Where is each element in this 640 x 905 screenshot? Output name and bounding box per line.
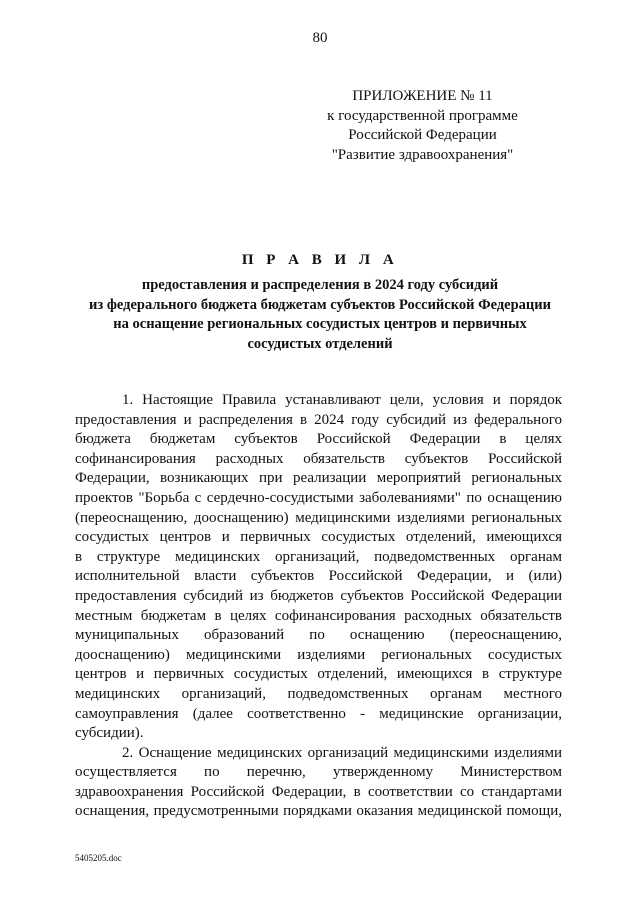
subtitle-line: на оснащение региональных сосудистых центров и первичных bbox=[113, 316, 527, 332]
subtitle-line: сосудистых отделений bbox=[247, 335, 393, 352]
paragraph-line: в структуре медицинских организаций, подведомственных органам bbox=[75, 548, 562, 565]
paragraph-line: медицинских организаций, подведомственных органам местного bbox=[75, 685, 562, 702]
document-subtitle bbox=[40, 276, 600, 354]
paragraph-line: сосудистых центров и первичных сосудистых отделений, имеющихся bbox=[75, 529, 562, 546]
paragraph-line: исполнительной власти субъектов Российской Федерации, и (или) bbox=[75, 568, 562, 585]
paragraph-line: центров и первичных сосудистых отделений, имеющихся в структуре bbox=[75, 666, 562, 683]
paragraph-line: муниципальных образований по оснащению (переоснащению, bbox=[75, 627, 562, 644]
document-body bbox=[75, 391, 562, 822]
paragraph-line: 2. Оснащение медицинских организаций медицинскими изделиями bbox=[122, 744, 562, 761]
paragraph-line: оснащения, предусмотренными порядками оказания медицинской помощи, bbox=[75, 803, 562, 820]
paragraph-line: (переоснащению, дооснащению) медицинскими изделиями региональных bbox=[75, 509, 562, 526]
document-title: П Р А В И Л А bbox=[241, 252, 399, 268]
paragraph-1 bbox=[75, 391, 562, 744]
paragraph-line: 1. Настоящие Правила устанавливают цели, условия и порядок bbox=[122, 392, 562, 408]
paragraph-line: проектов "Борьба с сердечно-сосудистыми заболеваниями" по оснащению bbox=[75, 489, 562, 506]
paragraph-line: местным бюджетам в целях софинансирования расходных обязательств bbox=[75, 607, 562, 624]
paragraph-2 bbox=[75, 744, 562, 822]
paragraph-line: Федерации, возникающих при реализации мероприятий региональных bbox=[75, 470, 562, 487]
paragraph-line: здравоохранения Российской Федерации, в соответствии со стандартами bbox=[75, 783, 562, 800]
appendix-line: Российской Федерации bbox=[348, 127, 497, 143]
subtitle-line: предоставления и распределения в 2024 году субсидий bbox=[141, 277, 499, 293]
paragraph-line: самоуправления (далее соответственно - медицинские организации, bbox=[75, 705, 562, 722]
appendix-line: к государственной программе bbox=[327, 107, 518, 124]
document-file-code: 5405205.doc bbox=[75, 853, 122, 863]
appendix-line: ПРИЛОЖЕНИЕ № 11 bbox=[352, 88, 493, 104]
paragraph-line: осуществляется по перечню, утвержденному Министерством bbox=[75, 764, 562, 781]
subtitle-line: из федерального бюджета бюджетам субъектов Российской Федерации bbox=[89, 296, 551, 313]
page-number: 80 bbox=[312, 30, 328, 46]
appendix-line: "Развитие здравоохранения" bbox=[331, 146, 514, 163]
paragraph-line: субсидии). bbox=[75, 725, 144, 742]
paragraph-line: дооснащению) медицинскими изделиями региональных сосудистых bbox=[75, 646, 562, 663]
paragraph-line: предоставления субсидий из бюджетов субъектов Российской Федерации bbox=[75, 587, 562, 604]
paragraph-line: предоставления и распределения в 2024 году субсидий из федерального bbox=[75, 411, 562, 428]
paragraph-line: софинансирования расходных обязательств субъектов Российской bbox=[75, 450, 562, 467]
appendix-header bbox=[300, 87, 545, 165]
paragraph-line: бюджета бюджетам субъектов Российской Федерации в целях bbox=[75, 431, 562, 448]
